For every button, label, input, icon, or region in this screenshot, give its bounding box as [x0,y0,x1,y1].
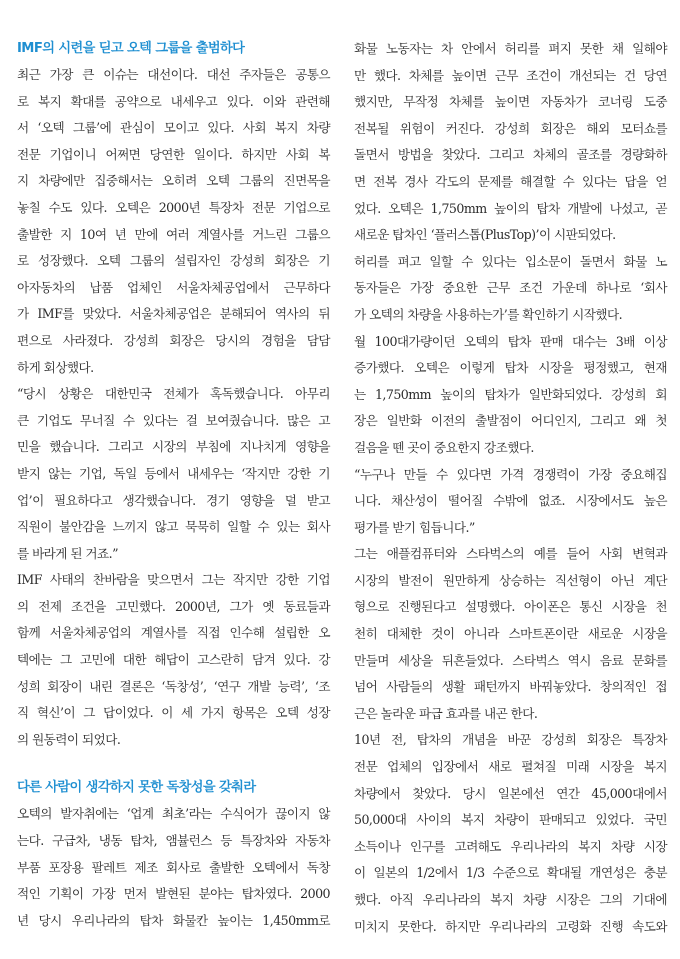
text-line: 서 ‘오텍 그룹’에 관심이 모이고 있다. 사회 복지 차량 [17,120,330,136]
text-line: 출발한 지 10여 년 만에 여러 계열사를 거느린 그룹으 [17,226,330,242]
text-line: 월 100대가량이던 오텍의 탑차 판매 대수는 3배 이상 [354,333,667,349]
text-line: 하게 회상했다. [17,359,94,375]
text-line: 직 혁신’이 그 답이었다. 이 세 가지 항목은 오텍 성장 [17,705,330,721]
text-line: 허리를 펴고 일할 수 있다는 입소문이 돌면서 화물 노 [354,253,667,269]
text-line: 넘어 사람들의 생활 패턴까지 바꿔놓았다. 창의적인 접 [354,679,667,695]
text-line: 는다. 구급차, 냉동 탑차, 앰뷸런스 등 특장차와 자동차 [17,833,330,849]
text-line: 었다. 오텍은 1,750mm 높이의 탑차 개발에 나섰고, 곧 [354,200,667,216]
text-line: 받지 않는 기업, 독일 등에서 내세우는 ‘작지만 강한 기 [17,465,330,481]
text-line: 아자동차의 납품 업체인 서울차체공업에서 근무하다 [17,279,330,295]
text-line: 업’이 필요하다고 생각했습니다. 경기 영향을 덜 받고 [17,492,330,508]
text-line: IMF 사태의 찬바람을 맞으면서 그는 작지만 강한 기업 [17,572,330,588]
text-line: 면 전복 경사 각도의 문제를 해결할 수 있다는 답을 얻 [354,173,667,189]
text-line: “누구나 만들 수 있다면 가격 경쟁력이 가장 중요해집 [354,466,667,482]
text-line: 는 1,750mm 높이의 탑차가 일반화되었다. 강성희 회 [354,386,667,402]
text-line: 오텍의 발자취에는 ‘업계 최초’라는 수식어가 끊이지 않 [17,806,330,822]
text-line: 텍에는 그 고민에 대한 해답이 고스란히 담겨 있다. 강 [17,652,330,668]
text-line: 로 성장했다. 오텍 그룹의 설립자인 강성희 회장은 기 [17,253,330,269]
text-line: 년 당시 우리나라의 탑차 화물칸 높이는 1,450mm로 [17,912,330,928]
text-line: 가 IMF를 맞았다. 서울차체공업은 분해되어 역사의 뒤 [17,306,330,322]
text-line: 니다. 채산성이 떨어질 수밖에 없죠. 시장에서도 높은 [354,493,667,509]
text-line: 천히 대체한 것이 아니라 스마트폰이란 새로운 시장을 [354,626,667,642]
text-line: 를 바라게 된 거죠.” [17,545,119,561]
text-line: 평가를 받기 힘듭니다.” [354,519,475,535]
text-line: 놓칠 수도 있다. 오텍은 2000년 특장차 전문 기업으로 [17,199,330,215]
text-line: 소득이나 인구를 고려해도 우리나라의 복지 차량 시장 [354,838,667,854]
text-line: 의 전제 조건을 고민했다. 2000년, 그가 옛 동료들과 [17,598,330,614]
text-line: 전문 업체의 입장에서 새로 펼쳐질 미래 시장을 복지 [354,759,667,775]
text-line: 형으로 진행된다고 설명했다. 아이폰은 통신 시장을 천 [354,599,667,615]
text-line: 동자들은 가장 중요한 근무 조건 가운데 하나로 ‘회사 [354,280,667,296]
text-line: 이 일본의 1/2에서 1/3 수준으로 확대될 개연성은 충분 [354,865,667,881]
text-line: 새로운 탑차인 ‘플러스톱(PlusTop)’이 시판되었다. [354,227,616,243]
right-column [354,36,667,940]
text-line: 로 복지 확대를 공약으로 내세우고 있다. 이와 관련해 [17,93,330,109]
text-line: 했지만, 무작정 차체를 높이면 자동차가 코너링 도중 [354,94,667,110]
right-column-body [354,36,667,940]
text-line: 돌면서 방법을 찾았다. 그리고 차체의 골조를 경량화하 [354,147,667,163]
text-line: 만들며 세상을 뒤흔들었다. 스타벅스 역시 음료 문화를 [354,652,667,668]
text-line: 민을 했습니다. 그리고 시장의 부침에 지나치게 영향을 [17,439,330,455]
text-line: 했다. 아직 우리나라의 복지 차량 시장은 그의 기대에 [354,892,667,907]
text-line: 부품 포장용 팔레트 제조 회사로 출발한 오텍에서 독창 [17,859,330,875]
text-line: “당시 상황은 대한민국 전체가 혹독했습니다. 아무리 [17,386,330,402]
section-body-originality [17,801,330,934]
text-line: 의 원동력이 되었다. [17,731,121,747]
text-line: 성희 회장이 내린 결론은 ‘독창성’, ‘연구 개발 능력’, ‘조 [17,678,330,694]
section-body-imf [17,62,330,753]
text-line: 직원이 불안감을 느끼지 않고 묵묵히 일할 수 있는 회사 [17,519,330,535]
text-line: 만 했다. 차체를 높이면 근무 조건이 개선되는 건 당연 [354,67,667,83]
text-line: 10년 전, 탑차의 개념을 바꾼 강성희 회장은 특장차 [354,732,667,748]
text-line: 함께 서울차체공업의 계열사를 직접 인수해 설립한 오 [17,625,330,641]
text-line: 전문 기업이니 어쩌면 당연한 일이다. 하지만 사회 복 [17,146,330,162]
text-line: 적인 기획이 가장 먼저 발현된 분야는 탑차였다. 2000 [17,886,330,902]
text-line: 차량에서 찾았다. 당시 일본에선 연간 45,000대에서 [354,785,667,801]
text-line: 그는 애플컴퓨터와 스타벅스의 예를 들어 사회 변혁과 [354,546,667,562]
text-line: 증가했다. 오텍은 이렇게 탑차 시장을 평정했고, 현재 [354,360,667,376]
section-heading-originality: 다른 사람이 생각하지 못한 독창성을 갖춰라 [17,780,256,796]
text-line: 최근 가장 큰 이슈는 대선이다. 대선 주자들은 공통으 [17,67,330,82]
text-line: 큰 기업도 무너질 수 있다는 걸 보여줬습니다. 많은 고 [17,412,330,428]
text-line: 가 오텍의 차량을 사용하는가’를 확인하기 시작했다. [354,306,623,322]
section-heading-imf: IMF의 시련을 딛고 오텍 그룹을 출범하다 [17,41,245,56]
left-column [17,36,330,934]
text-line: 화물 노동자는 차 안에서 허리를 펴지 못한 채 일해야 [354,41,667,56]
text-line: 장은 일반화 이전의 출발점이 어디인지, 그리고 왜 첫 [354,413,667,429]
text-line: 50,000대 사이의 복지 차량이 판매되고 있었다. 국민 [354,812,667,828]
text-line: 전복될 위험이 커진다. 강성희 회장은 해외 모터쇼를 [354,120,667,136]
text-line: 지 차량에만 집중해서는 오히려 오텍 그룹의 진면목을 [17,173,330,189]
text-line: 근은 놀라운 파급 효과를 내곤 한다. [354,705,538,721]
section-spacer [17,753,330,775]
text-line: 편으로 사라졌다. 강성희 회장은 당시의 경험을 담담 [17,332,330,348]
text-line: 미치지 못한다. 하지만 우리나라의 고령화 진행 속도와 [354,918,667,934]
text-line: 시장의 발전이 원만하게 상승하는 직선형이 아닌 계단 [354,572,667,588]
text-line: 걸음을 뗀 곳이 중요한지 강조했다. [354,439,534,455]
